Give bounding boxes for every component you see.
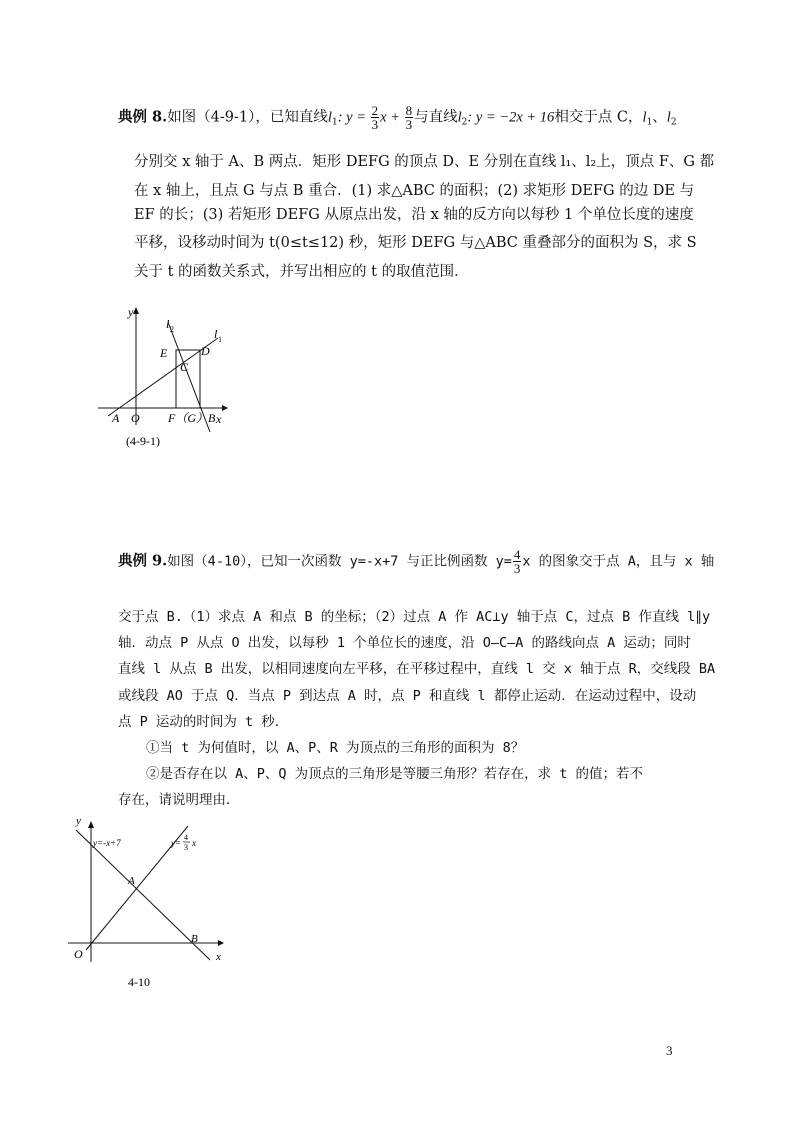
y-axis-arrow bbox=[88, 821, 94, 828]
ex8-line-3: 在 x 轴上，且点 G 与点 B 重合．(1) 求△ABC 的面积；(2) 求矩形 DEFG 的边 DE 与 bbox=[134, 183, 695, 199]
ex8-after: 与直线 bbox=[414, 109, 458, 126]
figure-4-9-1 bbox=[90, 300, 240, 450]
line-y-neg-x-plus-7 bbox=[76, 830, 210, 960]
ex9-line-2: 交于点 B.（1）求点 A 和点 B 的坐标；（2）过点 A 作 AC⊥y 轴于点 C，过点 B 作直线 l∥y bbox=[118, 609, 711, 625]
label-x: x bbox=[216, 412, 222, 426]
ex9-line-6: 点 P 运动的时间为 t 秒． bbox=[118, 714, 289, 730]
ex8-line-6: 关于 t 的函数关系式，并写出相应的 t 的取值范围． bbox=[134, 264, 469, 280]
x-axis-arrow bbox=[222, 405, 228, 411]
label-e: E bbox=[160, 346, 168, 360]
ex9-question-1: ①当 t 为何值时，以 A、P、R 为顶点的三角形的面积为 8？ bbox=[146, 740, 525, 756]
ex8-l2-eq: : y = −2x + 16 bbox=[467, 109, 555, 126]
ex9-line-3: 轴．动点 P 从点 O 出发，以每秒 1 个单位长的速度，沿 O—C—A 的路线向点 A 运动；同时 bbox=[118, 635, 691, 651]
label-eq1: y=-x+7 bbox=[93, 838, 121, 848]
ex9-frac-4-3: $\frac{4}{3}$ bbox=[513, 547, 521, 576]
ex8-l1-name: l bbox=[327, 109, 332, 126]
ex9-question-2a: ②是否存在以 A、P、Q 为顶点的三角形是等腰三角形？若存在，求 t 的值；若不 bbox=[146, 766, 644, 782]
label-fgb: F（G）B bbox=[168, 411, 216, 425]
ex8-frac-8-3: $\frac{8}{3}$ bbox=[405, 103, 413, 132]
label-c: C bbox=[180, 360, 189, 374]
label-y: y bbox=[76, 815, 81, 827]
y-axis-arrow bbox=[133, 307, 139, 314]
ex8-l1-colon: : y = bbox=[337, 109, 370, 126]
ex8-intro: 如图（4-9-1），已知直线 bbox=[167, 109, 328, 126]
ex8-tail-l2: l bbox=[666, 109, 671, 126]
page-number: 3 bbox=[666, 1043, 673, 1058]
ex9-line-5: 或线段 AO 于点 Q．当点 P 到达点 A 时，点 P 和直线 l 都停止运动．在运动过程中，设动 bbox=[118, 688, 697, 704]
ex8-label: 典例 8. bbox=[118, 108, 168, 126]
label-eq2-den: 3 bbox=[184, 843, 188, 852]
ex9-question-2b: 存在，请说明理由． bbox=[118, 792, 240, 808]
ex8-l2-sub: 2 bbox=[461, 117, 468, 128]
ex9-line-1 bbox=[118, 548, 714, 575]
label-o: O bbox=[74, 947, 83, 961]
ex9-line-1b: x 的图象交于点 A，且与 x 轴 bbox=[522, 553, 715, 570]
ex8-tail: 相交于点 C， bbox=[554, 109, 643, 126]
x-axis-arrow bbox=[218, 940, 224, 946]
label-l2-sub: 2 bbox=[170, 325, 174, 334]
ex8-line-1 bbox=[118, 104, 677, 131]
example-9 bbox=[118, 540, 716, 810]
ex8-tail-l2-sub: 2 bbox=[670, 117, 677, 128]
label-l1-sub: 1 bbox=[218, 335, 222, 344]
ex9-label: 典例 9. bbox=[118, 552, 168, 570]
ex8-l2-name: l bbox=[457, 109, 462, 126]
label-l2: l bbox=[166, 317, 170, 331]
ex8-line-2: 分别交 x 轴于 A、B 两点．矩形 DEFG 的顶点 D、E 分别在直线 l₁、l₂上，顶点 F、G 都 bbox=[134, 154, 715, 170]
example-8 bbox=[118, 100, 715, 300]
label-o: O bbox=[131, 411, 140, 425]
ex9-line-4: 直线 l 从点 B 出发，以相同速度向左平移，在平移过程中，直线 l 交 x 轴于点 R，交线段 BA bbox=[118, 661, 716, 677]
ex8-tail-sep: 、 bbox=[652, 109, 667, 126]
figure-caption: (4-9-1) bbox=[126, 434, 160, 448]
label-eq2-num: 4 bbox=[184, 833, 188, 842]
label-eq2-post: x bbox=[192, 838, 196, 848]
label-b: B bbox=[191, 933, 198, 945]
figure-caption: 4-10 bbox=[128, 975, 150, 989]
figure-4-10 bbox=[60, 810, 250, 1000]
label-x: x bbox=[216, 951, 221, 963]
ex9-line-1a: 如图（4-10），已知一次函数 y=-x+7 与正比例函数 y= bbox=[167, 553, 512, 570]
ex8-line-5: 平移，设移动时间为 t(0≤t≤12) 秒，矩形 DEFG 与△ABC 重叠部分的面积为 S，求 S bbox=[134, 235, 697, 251]
ex8-l1-mid: x + bbox=[380, 109, 404, 126]
label-y: y bbox=[128, 305, 134, 319]
label-a: A bbox=[112, 411, 120, 425]
ex8-frac-2-3: $\frac{2}{3}$ bbox=[371, 103, 379, 132]
ex8-tail-l1: l bbox=[642, 109, 647, 126]
label-eq2-pre: y= bbox=[171, 838, 182, 848]
label-d: D bbox=[201, 344, 210, 358]
label-l1: l bbox=[214, 327, 218, 341]
label-a: A bbox=[128, 875, 135, 887]
ex8-line-4: EF 的长；(3) 若矩形 DEFG 从原点出发，沿 x 轴的反方向以每秒 1 个单位长度的速度 bbox=[134, 207, 694, 223]
ex8-tail-l1-sub: 1 bbox=[646, 117, 653, 128]
ex8-l1-sub: 1 bbox=[331, 117, 338, 128]
